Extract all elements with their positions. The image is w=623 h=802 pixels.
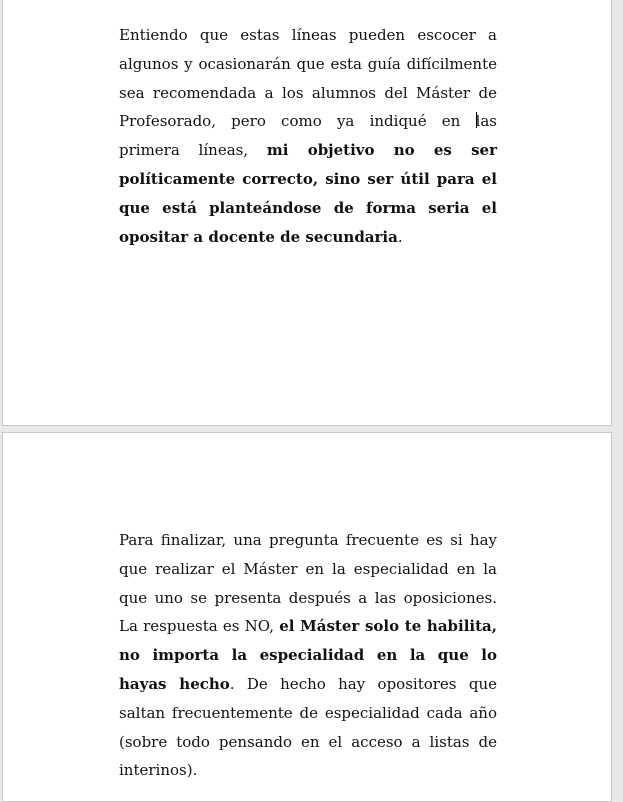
paragraph-master-faq[interactable] <box>119 526 497 785</box>
text-run: . De hecho hay opositores que saltan frecuentemente de especialidad cada año (sobre todo pensando en el acceso a listas de interinos). <box>119 674 497 780</box>
document-page-1 <box>2 0 612 426</box>
bold-text-run: el Máster solo te habilita, no importa la especialidad en la que lo hayas hecho <box>119 617 497 693</box>
text-run: Para finalizar, una pregunta frecuente es si hay que realizar el Máster en la especialidad en la que uno se presenta después a las oposiciones. La respuesta es NO, <box>119 531 497 636</box>
text-run: . <box>397 227 403 246</box>
bold-text-run: mi objetivo no es ser políticamente correcto, sino ser útil para el que está planteándose de forma seria el opositar a docente de secundaria <box>119 141 497 246</box>
text-run: las primera líneas, <box>119 112 497 160</box>
document-page-2 <box>2 432 612 802</box>
paragraph-guide-note[interactable] <box>119 21 497 251</box>
text-run: Entiendo que estas líneas pueden escocer a algunos y ocasionarán que esta guía difícilmente sea recomendada a los alumnos del Máster de Profesorado, pero como ya indiqué en <box>119 26 497 131</box>
